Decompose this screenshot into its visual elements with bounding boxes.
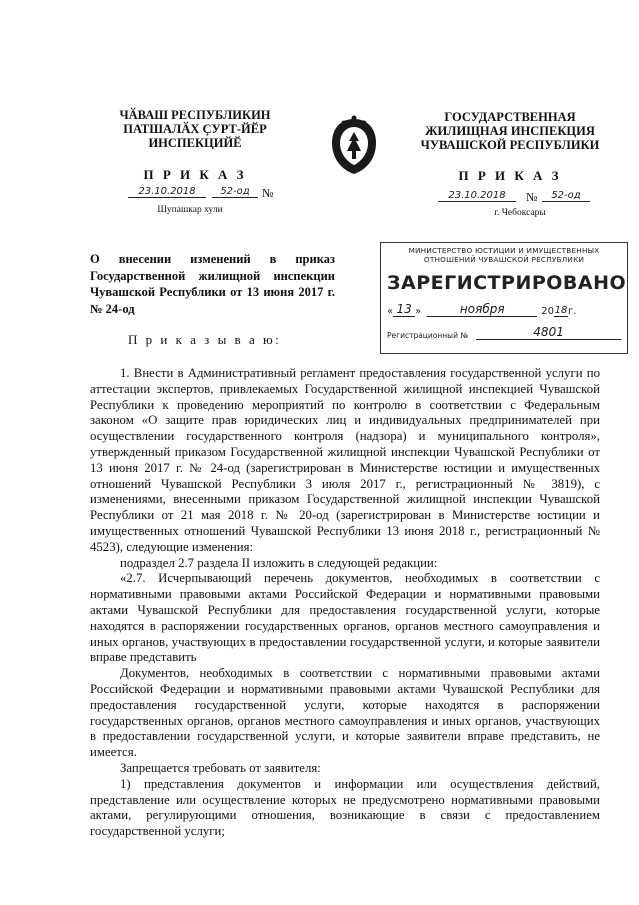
left-org-line-3: ИНСПЕКЦИЙӖ <box>148 136 242 150</box>
stamp-day-open-quote: « <box>387 306 394 317</box>
left-number-handwritten: 52-од <box>212 186 258 198</box>
prikazyvayu-label: П р и к а з ы в а ю: <box>128 332 282 347</box>
stamp-reg-number-label: Регистрационный № <box>387 331 469 340</box>
left-number-sign: № <box>262 186 274 200</box>
right-org-line-1: ГОСУДАРСТВЕННАЯ <box>444 110 576 124</box>
registration-stamp <box>380 242 628 354</box>
body-paragraph-4: Документов, необходимых в соответствии с нормативными правовыми актами Российской Федерации и нормативными правовыми актами Чувашской Республики для предоставления государственной услуги, которые находятся в распоряжении государственных органов, органов местного самоуправления и иных органов, участвующих в предоставлении государственной услуги, и которые заявители вправе представить, не имеется. <box>90 666 600 760</box>
stamp-ministry-line-2: ОТНОШЕНИЙ ЧУВАШСКОЙ РЕСПУБЛИКИ <box>423 255 585 264</box>
stamp-day-close-quote: » <box>415 306 422 317</box>
right-place: г. Чебоксары <box>494 208 546 218</box>
document-body <box>90 366 600 840</box>
right-org-line-3: ЧУВАШСКОЙ РЕСПУБЛИКИ <box>420 138 600 152</box>
stamp-day-handwritten: 13 <box>393 302 415 317</box>
body-paragraph-2: подраздел 2.7 раздела II изложить в следующей редакции: <box>120 555 438 570</box>
left-date-handwritten: 23.10.2018 <box>128 186 206 198</box>
stamp-reg-number-handwritten: 4801 <box>476 325 621 340</box>
stamp-date-row <box>387 302 621 317</box>
right-org-name <box>400 110 620 152</box>
left-date-number-line <box>128 186 298 202</box>
body-paragraph-3: «2.7. Исчерпывающий перечень документов, необходимых в соответствии с нормативными правовыми актами Российской Федерации и нормативными правовыми актами Чувашской Республики для предоставления государственной услуги, которые находятся в распоряжении государственных органов, органов местного самоуправления и иных органов, участвующих в предоставлении государственной услуги, и которые заявители вправе представить <box>90 571 600 665</box>
right-date-handwritten: 23.10.2018 <box>438 190 516 202</box>
left-org-line-1: ЧӐВАШ РЕСПУБЛИКИН <box>119 108 271 122</box>
stamp-year-handwritten: 18 <box>554 305 568 316</box>
document-title: О внесении изменений в приказ Государственной жилищной инспекции Чувашской Республики от 13 июня 2017 г. № 24-од <box>90 252 335 316</box>
body-paragraph-1: 1. Внести в Административный регламент предоставления государственной услуги по аттестации экспертов, привлекаемых Государственной жилищной инспекцией Чувашской Республики к проведению мероприятий по контролю в соответствии с Федеральным законом «О защите прав юридических лиц и индивидуальных предпринимателей при осуществлении государственного контроля (надзора) и муниципального контроля», утвержденный приказом Государственной жилищной инспекции Чувашской Республики от 13 июня 2017 г. № 24-од (зарегистрирован в Министерстве юстиции и имущественных отношений Чувашской Республики 3 июля 2017 г., регистрационный № 3819), с изменениями, внесенными приказом Государственной жилищной инспекции Чувашской Республики от 21 мая 2018 г. № 20-од (зарегистрирован в Министерстве юстиции и имущественных отношений Чувашской Республики 13 июня 2018 г., регистрационный № 4523), следующие изменения: <box>90 366 600 554</box>
stamp-month-handwritten: ноября <box>427 302 537 317</box>
left-org-line-2: ПАТШАЛӐХ ҪУРТ-ЙӖР <box>123 122 267 136</box>
stamp-year-prefix: 20 <box>541 306 554 317</box>
stamp-ministry-line-1: МИНИСТЕРСТВО ЮСТИЦИИ И ИМУЩЕСТВЕННЫХ <box>408 246 600 255</box>
right-doc-type: П Р И К А З <box>458 168 562 183</box>
right-date-number-line <box>438 190 618 206</box>
chuvash-emblem-icon <box>326 115 382 177</box>
stamp-registered-label: ЗАРЕГИСТРИРОВАНО <box>387 272 627 294</box>
stamp-year-suffix: г. <box>567 306 577 317</box>
right-number-sign: № <box>526 190 538 204</box>
left-org-name <box>90 108 300 150</box>
left-doc-type: П Р И К А З <box>143 167 247 182</box>
body-paragraph-5: Запрещается требовать от заявителя: <box>120 760 321 775</box>
body-paragraph-6: 1) представления документов и информации или осуществления действий, представление или осуществление которых не предусмотрено нормативными правовыми актами, регулирующими отношения, возникающие в связи с предоставлением государственной услуги; <box>90 776 600 839</box>
left-place: Шупашкар хули <box>157 205 223 215</box>
right-org-line-2: ЖИЛИЩНАЯ ИНСПЕКЦИЯ <box>425 124 595 138</box>
stamp-number-row <box>387 325 621 340</box>
right-number-handwritten: 52-од <box>542 190 590 202</box>
